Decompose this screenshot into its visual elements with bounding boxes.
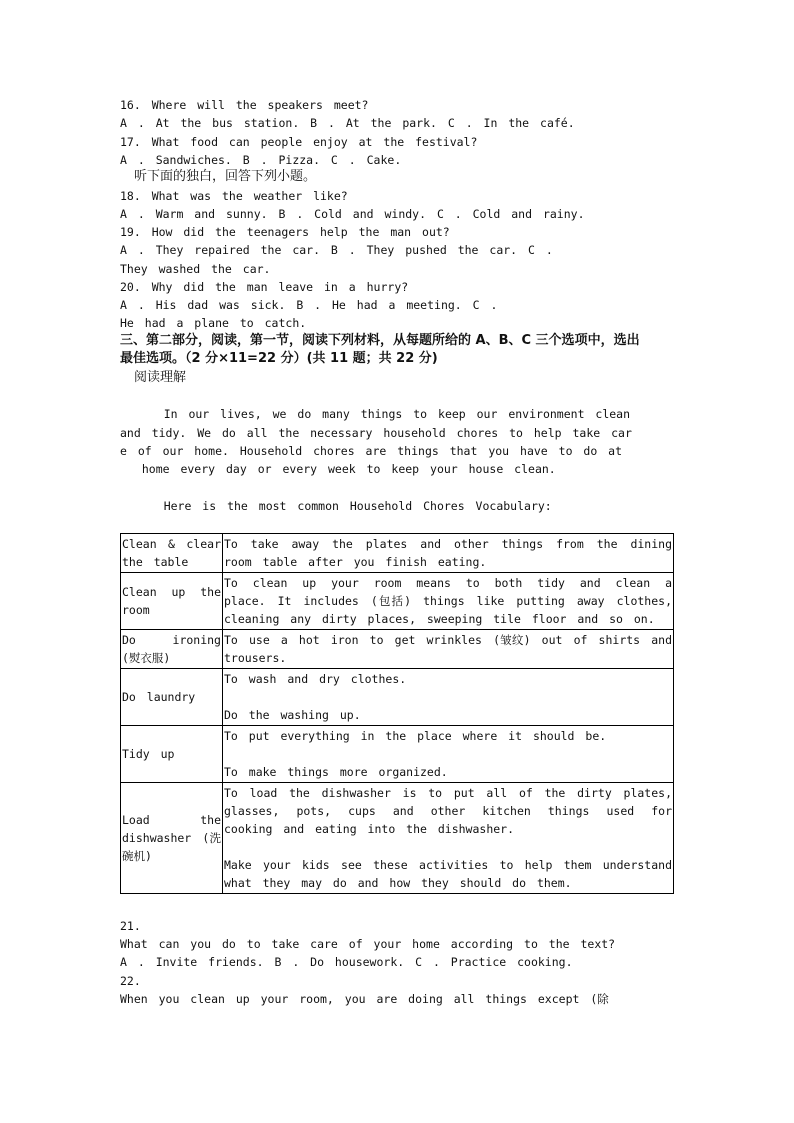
question-21: What can you do to take care of your home according to the text? xyxy=(120,937,616,951)
vocab-definition xyxy=(223,669,674,726)
question-19: 19. How did the teenagers help the man out? xyxy=(120,225,450,239)
section-title: 三、第二部分，阅读，第一节，阅读下列材料，从每题所给的 A、B、C 三个选项中，选出 xyxy=(120,333,640,348)
table-row xyxy=(121,783,674,894)
vocabulary-table xyxy=(120,533,674,894)
question-22: When you clean up your room, you are doing all things except (除 xyxy=(120,992,609,1006)
definition-text: To load the dishwasher is to put all of the dirty plates, glasses, pots, cups and other kitchen things used for cooking and eating into the dishwasher. xyxy=(224,786,672,836)
monologue-heading: 听下面的独白，回答下列小题。 xyxy=(134,169,317,184)
definition-text: To wash and dry clothes. xyxy=(224,672,407,686)
vocab-term: Clean up the room xyxy=(121,573,223,630)
vocab-definition xyxy=(223,573,674,630)
vocab-definition xyxy=(223,630,674,669)
vocab-term: Do ironing (熨衣服) xyxy=(121,630,223,669)
vocab-intro: Here is the most common Household Chores Vocabulary: xyxy=(120,499,552,513)
question-19-options: A . They repaired the car. B . They pushed the car. C . xyxy=(120,243,553,257)
definition-text: To use a hot iron to get wrinkles (皱纹) out of shirts and trousers. xyxy=(224,633,672,665)
question-21-options: A . Invite friends. B . Do housework. C . Practice cooking. xyxy=(120,955,573,969)
table-row xyxy=(121,573,674,630)
question-20-options-cont: He had a plane to catch. xyxy=(120,316,307,330)
vocab-term: Clean & clear the table xyxy=(121,534,223,573)
passage-line: In our lives, we do many things to keep our environment clean xyxy=(120,407,631,421)
question-21-number: 21. xyxy=(120,919,141,933)
question-17-options: A . Sandwiches. B . Pizza. C . Cake. xyxy=(120,153,402,167)
passage-line: and tidy. We do all the necessary household chores to help take car xyxy=(120,426,632,440)
table-row xyxy=(121,726,674,783)
question-20-options: A . His dad was sick. B . He had a meeting. C . xyxy=(120,298,498,312)
section-title-cont: 最佳选项。（2 分×11=22 分）(共 11 题；共 22 分) xyxy=(120,351,438,366)
question-20: 20. Why did the man leave in a hurry? xyxy=(120,280,409,294)
question-19-options-cont: They washed the car. xyxy=(120,262,271,276)
vocab-definition xyxy=(223,534,674,573)
definition-text: To make things more organized. xyxy=(224,765,448,779)
question-17: 17. What food can people enjoy at the festival? xyxy=(120,135,478,149)
vocab-definition xyxy=(223,726,674,783)
definition-text: To put everything in the place where it should be. xyxy=(224,729,607,743)
table-row xyxy=(121,630,674,669)
question-18: 18. What was the weather like? xyxy=(120,189,348,203)
question-16-options: A . At the bus station. B . At the park. C . In the café. xyxy=(120,116,575,130)
vocab-term: Load the dishwasher (洗碗机) xyxy=(121,783,223,894)
question-18-options: A . Warm and sunny. B . Cold and windy. C . Cold and rainy. xyxy=(120,207,585,221)
question-16: 16. Where will the speakers meet? xyxy=(120,98,369,112)
definition-text: Do the washing up. xyxy=(224,708,361,722)
vocab-definition xyxy=(223,783,674,894)
vocab-term: Do laundry xyxy=(121,669,223,726)
vocab-term: Tidy up xyxy=(121,726,223,783)
reading-label: 阅读理解 xyxy=(134,370,187,385)
passage-line: home every day or every week to keep your house clean. xyxy=(120,462,556,476)
table-row xyxy=(121,534,674,573)
definition-text: Make your kids see these activities to help them understand what they may do and how they should do them. xyxy=(224,858,672,890)
definition-text: To take away the plates and other things from the dining room table after you finish eating. xyxy=(224,537,672,569)
table-row xyxy=(121,669,674,726)
question-22-number: 22. xyxy=(120,974,141,988)
definition-text: To clean up your room means to both tidy and clean a place. It includes (包括) things like putting away clothes, cleaning any dirty places, sweeping tile floor and so on. xyxy=(224,576,672,626)
passage-line: e of our home. Household chores are things that you have to do at xyxy=(120,444,623,458)
